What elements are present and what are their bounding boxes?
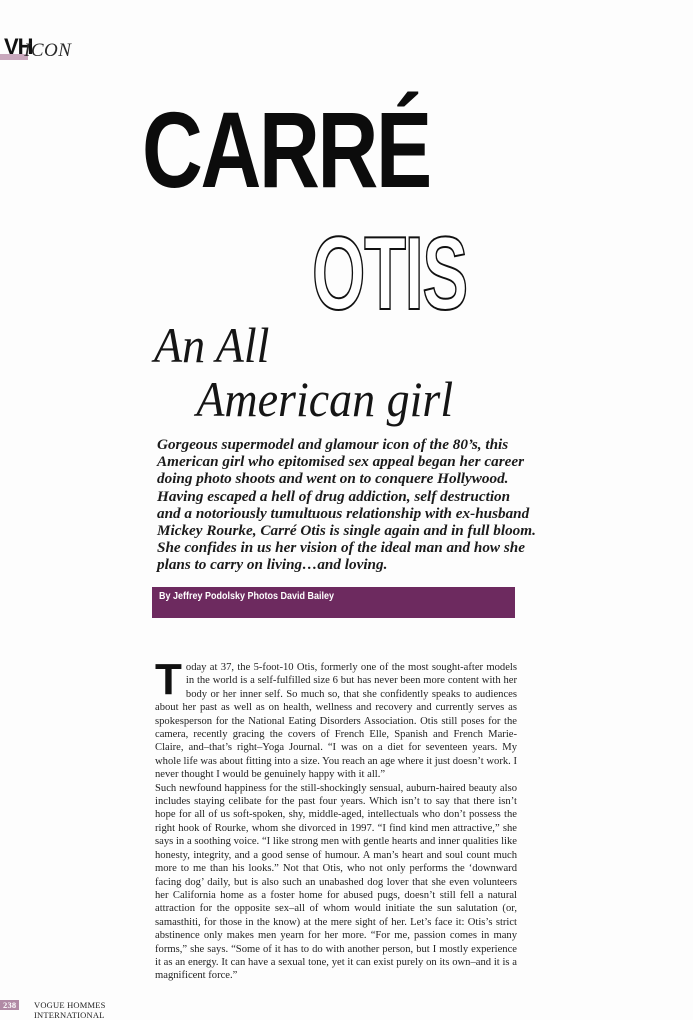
magazine-name: VOGUE HOMMES INTERNATIONAL: [34, 1000, 106, 1020]
standfirst: Gorgeous supermodel and glamour icon of the 80’s, this American girl who epitomised sex appeal began her career doing photo shoots and went on to conquere Hollywood. Having escaped a hell of drug addiction, self destruction and a notoriously tumultuous relationship with ex-husband Mickey Rourke, Carré Otis is single again and in full bloom. She confides in us her vision of the ideal man and how she plans to carry on living…and loving.: [157, 436, 536, 574]
headline-first-name: CARRÉ: [142, 89, 430, 210]
drop-cap: T: [155, 655, 182, 704]
page-footer: [0, 999, 160, 1020]
section-tag: [0, 34, 120, 64]
section-logo: VH: [4, 34, 33, 59]
headline-subtitle: [154, 318, 504, 426]
body-paragraph-1: oday at 37, the 5-foot-10 Otis, formerly one of the most sought-after models in the world is a self-fulfilled size 6 but has never been more content with her body or her inner self. So much so, that she confidently speaks to audiences about her past as well as on health, wellness and recovery and currently serves as spokesperson for the National Eating Disorders Association. Otis still poses for the camera, recently gracing the covers of French Elle, Spanish and French Marie-Claire, and–that’s right–Yoga Journal. “I was on a diet for seventeen years. My whole life was about fitting into a size. You reach an age where it just doesn’t work. I never thought I would be genuinely happy with it all.”: [155, 662, 517, 781]
subtitle-line-2: American girl: [196, 371, 454, 427]
byline: By Jeffrey Podolsky Photos David Bailey: [159, 591, 335, 602]
body-paragraph-2: Such newfound happiness for the still-shockingly sensual, auburn-haired beauty also includes staying celibate for the past four years. Which isn’t to say that there isn’t hope for all of us soft-spoken, shy, middle-aged, intellectuals who don’t possess the right hook of Rourke, whom she divorced in 1997. “I find kind men attractive,” she says in a soothing voice. “I like strong men with gentle hearts and inner qualities like honesty, integrity, and a good sense of humour. A man’s heart and soul count much more to me than his looks.” Not that Otis, who not only performs the ‘downward facing dog’ daily, but is also such an unabashed dog lover that she even volunteers her California home as a foster home for abused pugs, doesn’t still fell a natural attraction for the opposite sex–all of whom would initiate the sun salutation (or, samasthiti, for those in the know) at the mere sight of her. Let’s face it: Otis’s strict abstinence only makes men yearn for her more. “For me, passion comes in many forms,” she says. “Some of it has to do with another person, but I mostly experience it as an energy. It can have a sexual tone, yet it can exist purely on its own–and it is a magnificent force.”: [155, 782, 517, 982]
subtitle-line-1: An All: [154, 317, 270, 373]
headline-last-name: OTIS: [312, 216, 467, 332]
section-name: ICON: [24, 40, 72, 61]
page-number: 238: [0, 1000, 19, 1010]
byline-bar: [152, 587, 515, 618]
article-body: [155, 655, 517, 983]
